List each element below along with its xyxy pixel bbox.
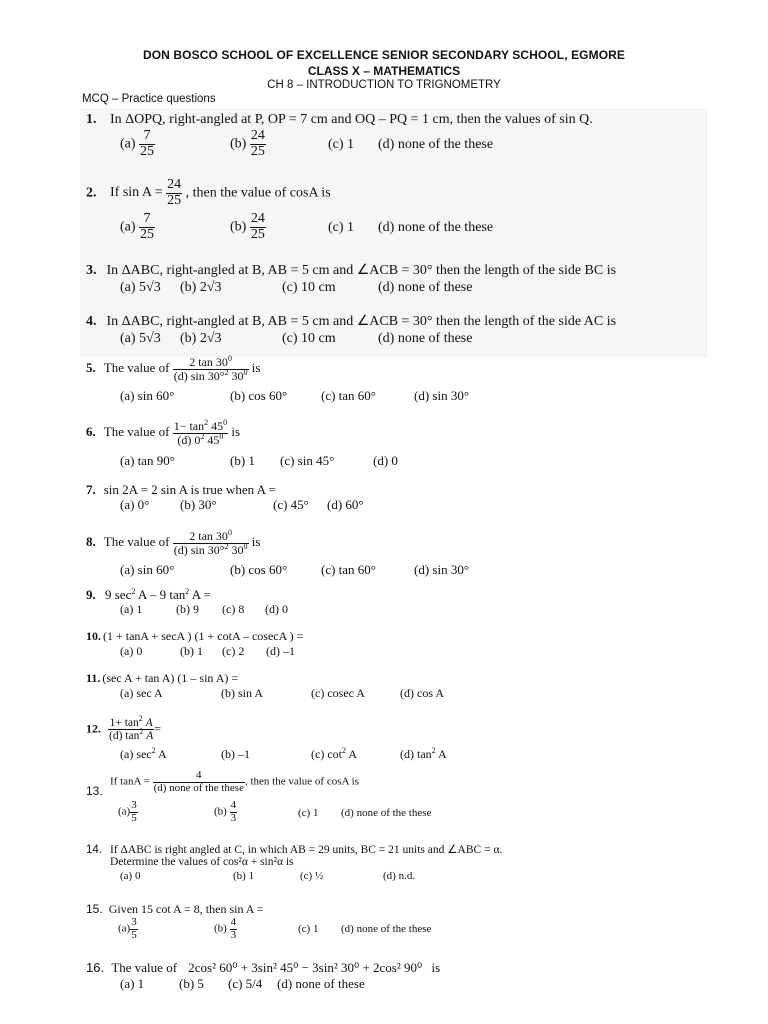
option-c: (c) 10 cm bbox=[282, 280, 336, 295]
option-a: (a) sec A bbox=[120, 686, 163, 700]
option-a: (a) $\frac{3}{5}$ bbox=[118, 799, 137, 824]
option-b: (b) 9 bbox=[176, 602, 199, 616]
option-c: (c) 2 bbox=[222, 644, 245, 658]
option-b: (b) –1 bbox=[221, 747, 250, 761]
option-a: (a) sin 60° bbox=[120, 562, 175, 577]
option-c: (c) 1 bbox=[328, 137, 355, 152]
option-c: (c) $\cot^2 A$ bbox=[311, 746, 357, 761]
option-d: (d) none of the these bbox=[341, 807, 432, 819]
option-b: (b) 30° bbox=[180, 497, 217, 512]
option-d: (d) 0 bbox=[373, 453, 398, 468]
option-a: (a) 1 bbox=[120, 976, 145, 991]
chapter-title: CH 8 – INTRODUCTION TO TRIGNOMETRY bbox=[267, 79, 501, 91]
option-a: (a) tan 90° bbox=[120, 453, 176, 468]
option-b: (b) cos 60° bbox=[230, 388, 288, 403]
option-d: (d) none of the these bbox=[341, 923, 432, 935]
school-name: DON BOSCO SCHOOL OF EXCELLENCE SENIOR SECONDARY SCHOOL, EGMORE bbox=[142, 48, 626, 62]
option-a: (a) $\frac{3}{5}$ bbox=[118, 916, 137, 941]
option-d: (d) none of the these bbox=[378, 137, 494, 152]
option-b: (b) 2√3 bbox=[180, 331, 222, 346]
option-d: (d) 60° bbox=[327, 497, 364, 512]
option-d: (d) $\tan^2 A$ bbox=[400, 746, 447, 761]
option-b: (b) $\frac{24}{25}$ bbox=[230, 211, 265, 242]
option-d: (d) sin 30° bbox=[414, 388, 470, 403]
option-b: (b) 2√3 bbox=[180, 280, 222, 295]
option-b: (b) $\frac{24}{25}$ bbox=[230, 128, 265, 159]
option-c: (c) 1 bbox=[328, 220, 355, 235]
option-a: (a) 0° bbox=[120, 497, 150, 512]
section-title: MCQ – Practice questions bbox=[82, 93, 216, 105]
option-a: (a) 5√3 bbox=[120, 331, 161, 346]
option-a: (a) 1 bbox=[120, 602, 143, 616]
option-c: (c) sin 45° bbox=[280, 453, 335, 468]
option-d: (d) 0 bbox=[265, 602, 288, 616]
option-b: (b) sin A bbox=[221, 686, 263, 700]
option-c: (c) ½ bbox=[300, 870, 324, 882]
class-title: CLASS X – MATHEMATICS bbox=[307, 64, 461, 78]
option-d: (d) none of these bbox=[277, 976, 365, 991]
option-a: (a) 0 bbox=[120, 870, 141, 882]
question-number: 13. bbox=[86, 784, 103, 798]
option-a: (a) 5√3 bbox=[120, 280, 161, 295]
option-c: (c) 5/4 bbox=[228, 976, 263, 991]
option-a: (a) $\frac{7}{25}$ bbox=[120, 128, 155, 159]
option-a: (a) sin 60° bbox=[120, 388, 175, 403]
option-c: (c) 1 bbox=[298, 807, 319, 819]
option-c: (c) 8 bbox=[222, 602, 245, 616]
option-b: (b) 5 bbox=[179, 976, 204, 991]
option-b: (b) 1 bbox=[180, 644, 203, 658]
option-d: (d) none of these bbox=[378, 331, 473, 346]
option-c: (c) 1 bbox=[298, 923, 319, 935]
option-c: (c) tan 60° bbox=[321, 388, 377, 403]
option-b: (b) 1 bbox=[230, 453, 255, 468]
question-text: In ΔOPQ, right-angled at P, OP = 7 cm and OQ – PQ = 1 cm, then the values of sin Q. bbox=[110, 112, 593, 127]
option-c: (c) 10 cm bbox=[282, 331, 336, 346]
option-c: (c) 45° bbox=[273, 497, 309, 512]
option-d: (d) none of these bbox=[378, 280, 473, 295]
option-a: (a) $\sec^2 A$ bbox=[120, 746, 167, 761]
option-d: (d) sin 30° bbox=[414, 562, 470, 577]
option-c: (c) tan 60° bbox=[321, 562, 377, 577]
option-d: (d) n.d. bbox=[383, 870, 416, 882]
option-c: (c) cosec A bbox=[311, 686, 365, 700]
option-b: (b) cos 60° bbox=[230, 562, 288, 577]
question-number: 1. bbox=[86, 112, 97, 127]
option-b: (b) $\frac{4}{3}$ bbox=[214, 916, 237, 941]
option-d: (d) cos A bbox=[400, 686, 444, 700]
option-b: (b) 1 bbox=[233, 870, 255, 882]
option-b: (b) $\frac{4}{3}$ bbox=[214, 799, 237, 824]
option-a: (a) $\frac{7}{25}$ bbox=[120, 211, 155, 242]
option-d: (d) none of the these bbox=[378, 220, 494, 235]
option-a: (a) 0 bbox=[120, 644, 143, 658]
option-d: (d) –1 bbox=[266, 644, 295, 658]
